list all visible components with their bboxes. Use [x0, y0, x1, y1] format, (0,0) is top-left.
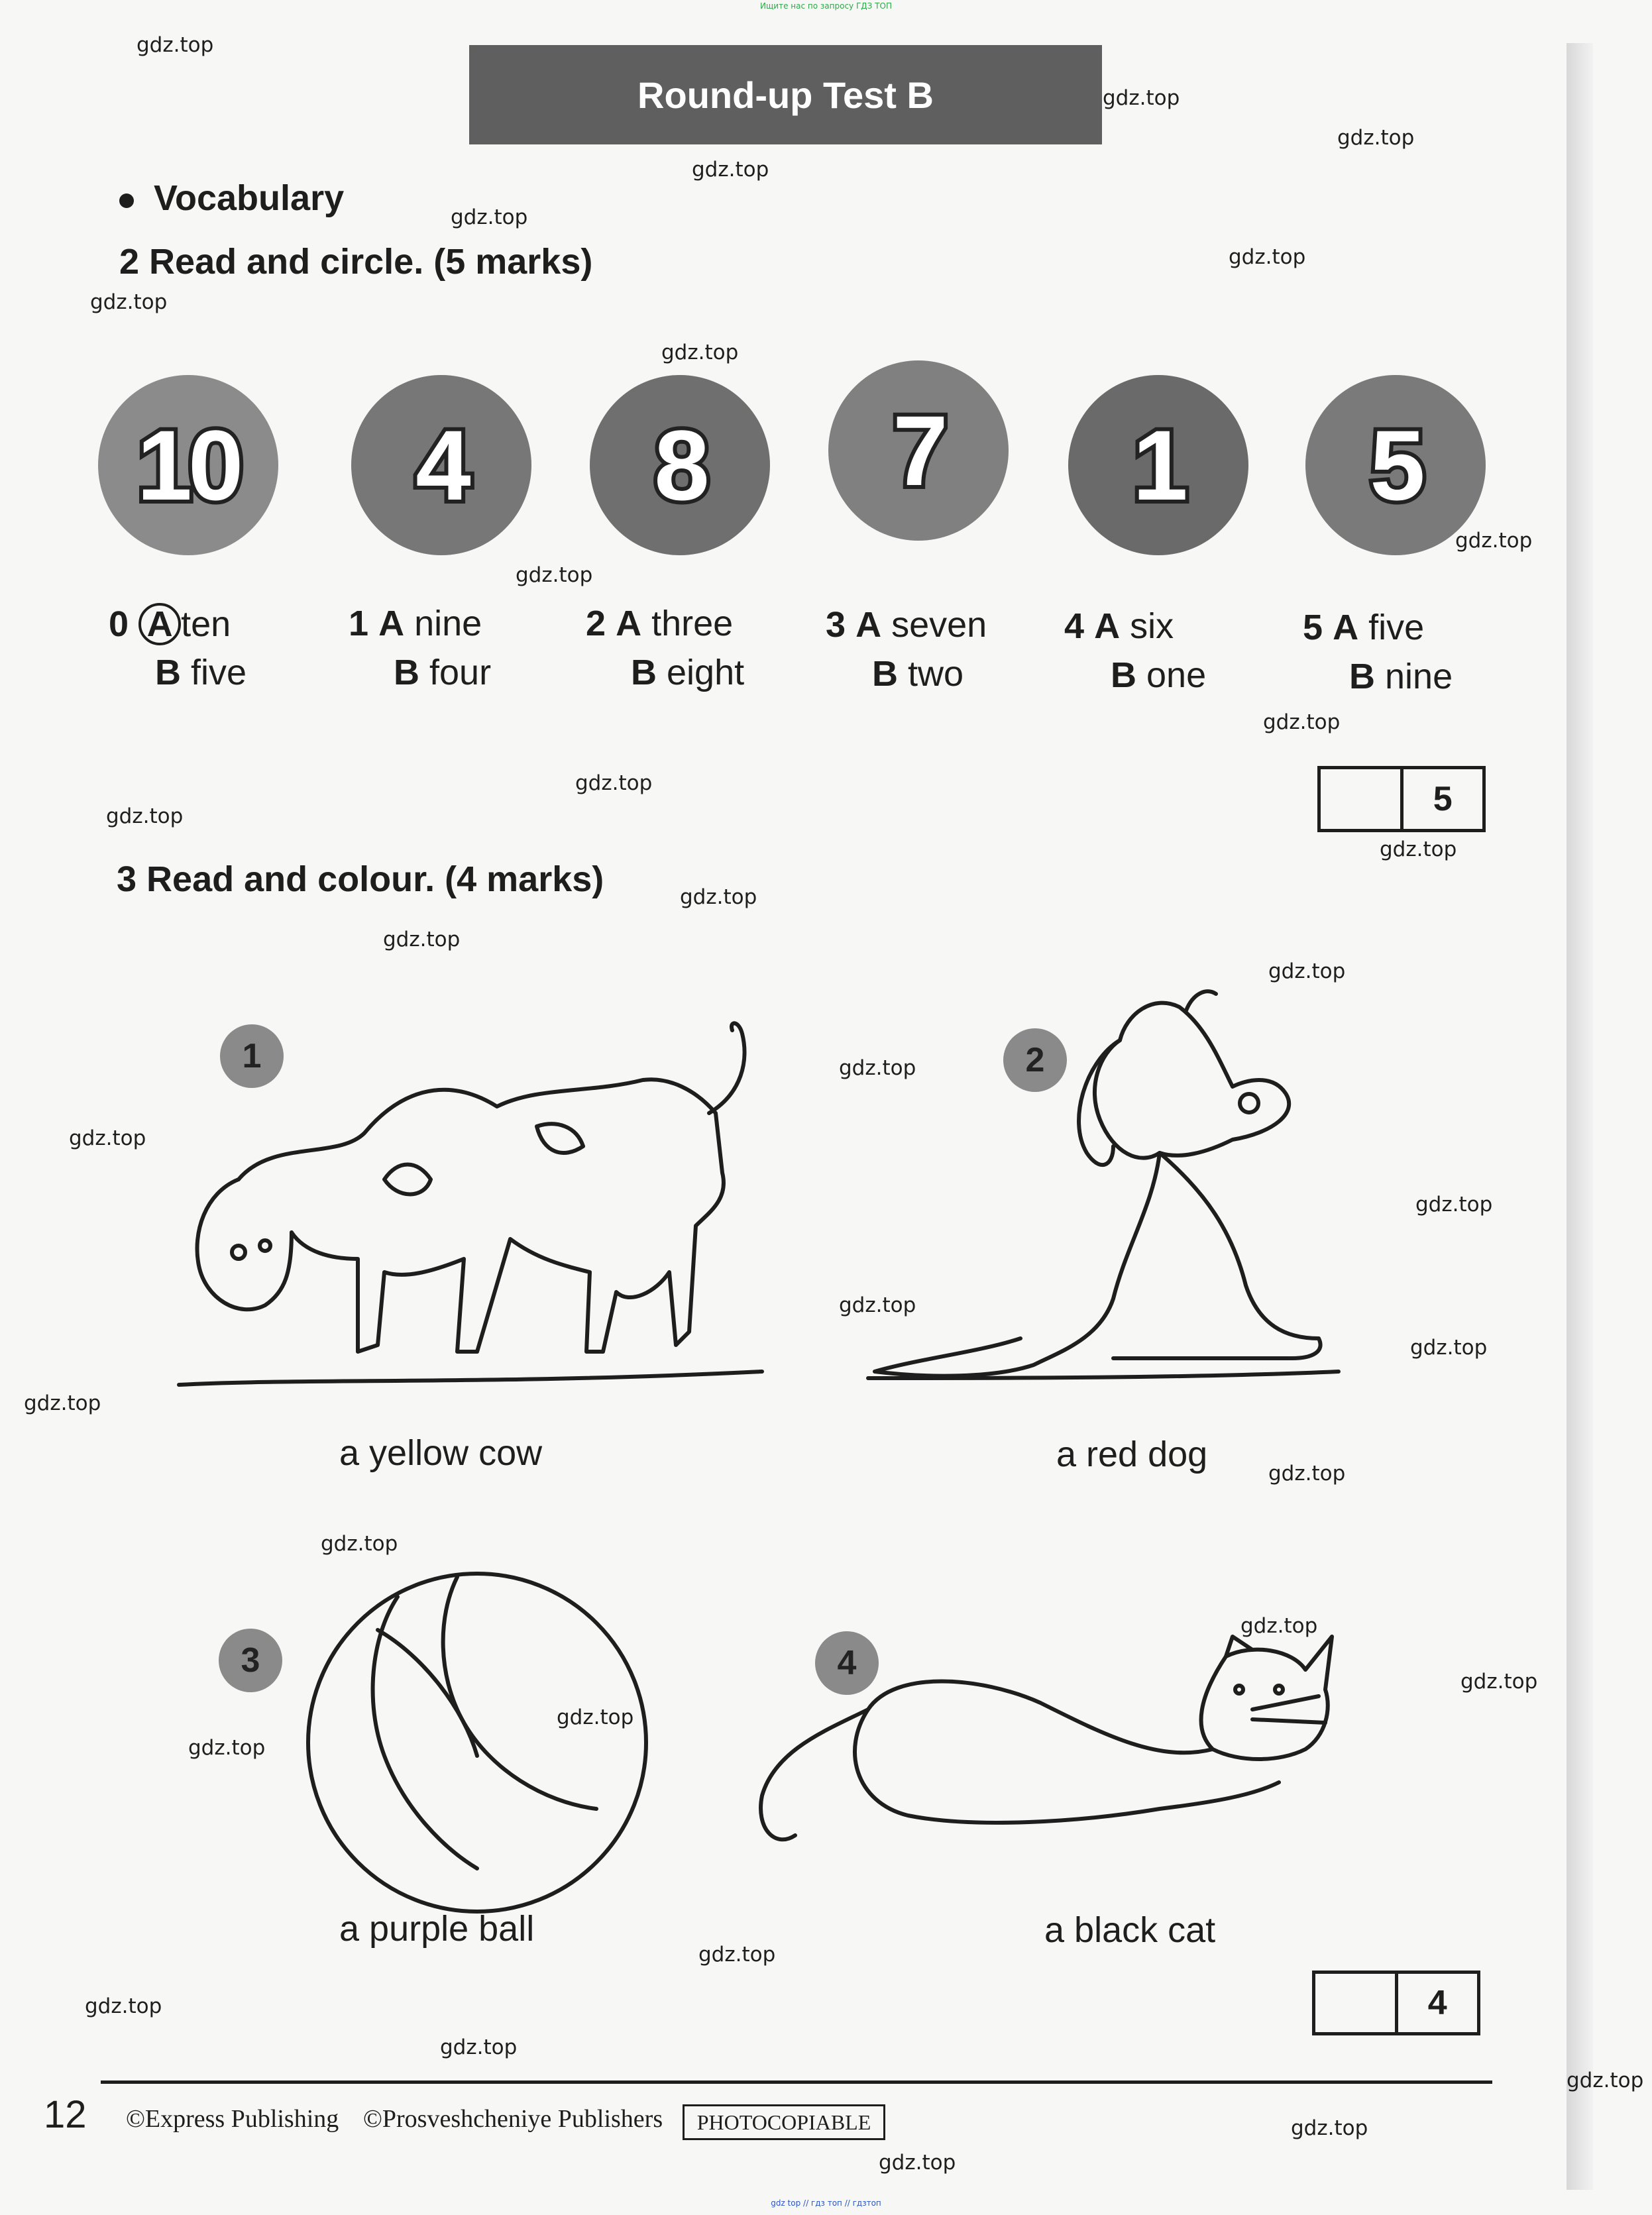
task3-heading: 3 Read and colour. (4 marks) [117, 859, 604, 899]
picture-badge-1: 1 [220, 1024, 284, 1088]
watermark: gdz.top [1268, 959, 1346, 983]
watermark: gdz.top [839, 1293, 916, 1317]
number-circle-4: 7 [828, 360, 1009, 541]
score-max: 5 [1433, 780, 1453, 818]
watermark: gdz.top [1567, 2069, 1644, 2092]
watermark: gdz.top [383, 928, 461, 951]
watermark: gdz.top [1380, 837, 1457, 861]
publisher-2: ©Prosveshcheniye Publishers [363, 2105, 663, 2133]
publisher-1: ©Express Publishing [126, 2105, 339, 2133]
page-number: 12 [44, 2093, 87, 2136]
watermark: gdz.top [557, 1705, 634, 1729]
option-2-a[interactable]: 2 A three [586, 604, 734, 643]
bullet-icon [119, 193, 134, 208]
watermark: gdz.top [1240, 1614, 1318, 1638]
score-box-task3[interactable] [1312, 1971, 1480, 2035]
photocopiable-label: PHOTOCOPIABLE [683, 2104, 885, 2140]
option-2-b[interactable]: B eight [631, 653, 745, 692]
task2-heading: 2 Read and circle. (5 marks) [119, 242, 593, 282]
ball-drawing-icon[interactable] [292, 1557, 663, 1928]
watermark: gdz.top [1229, 245, 1306, 269]
option-1-b[interactable]: B four [394, 653, 492, 692]
watermark: gdz.top [321, 1532, 398, 1556]
watermark: gdz.top [1263, 710, 1341, 734]
option-5-b[interactable]: B nine [1349, 657, 1453, 696]
picture-badge-4: 4 [815, 1631, 879, 1695]
number-circle-3: 8 [590, 375, 770, 555]
option-5-a[interactable]: 5 A five [1303, 608, 1425, 647]
option-0-b[interactable]: B five [155, 653, 247, 692]
cow-drawing-icon[interactable] [166, 961, 802, 1425]
watermark: gdz.top [1291, 2116, 1368, 2140]
watermark: gdz.top [1410, 1336, 1488, 1360]
score-max: 4 [1427, 1984, 1447, 2022]
option-4-b[interactable]: B one [1111, 655, 1207, 695]
watermark: gdz.top [440, 2035, 518, 2059]
watermark: gdz.top [516, 563, 593, 587]
watermark: gdz.top [1415, 1193, 1493, 1216]
watermark: gdz.top [1455, 529, 1533, 553]
watermark: gdz.top [692, 158, 769, 182]
picture-badge-2: 2 [1003, 1028, 1067, 1092]
number-circle-1: 10 [98, 375, 278, 555]
caption-1: a yellow cow [339, 1433, 543, 1473]
option-0-a[interactable]: 0 A ten [109, 604, 231, 644]
watermark: gdz.top [575, 771, 653, 795]
cat-drawing-icon[interactable] [749, 1630, 1385, 1921]
watermark: gdz.top [1337, 126, 1415, 150]
watermark: gdz.top [879, 2151, 956, 2175]
option-3-b[interactable]: B two [872, 654, 964, 694]
watermark: gdz.top [661, 341, 739, 364]
caption-3: a purple ball [339, 1909, 535, 1949]
watermark: gdz.top [106, 804, 184, 828]
caption-4: a black cat [1044, 1910, 1216, 1950]
caption-2: a red dog [1056, 1434, 1208, 1474]
option-3-a[interactable]: 3 A seven [826, 605, 987, 645]
number-circle-6: 5 [1305, 375, 1486, 555]
option-1-a[interactable]: 1 A nine [349, 604, 482, 643]
watermark: gdz.top [680, 885, 757, 909]
footer-divider [101, 2080, 1492, 2084]
dog-drawing-icon[interactable] [861, 954, 1365, 1418]
circled-answer-icon: A [138, 603, 181, 645]
watermark: gdz.top [137, 33, 214, 57]
watermark: gdz.top [1268, 1462, 1346, 1486]
watermark: gdz.top [1103, 86, 1180, 110]
watermark: gdz.top [24, 1391, 101, 1415]
number-circle-5: 1 [1068, 375, 1248, 555]
score-box-task2[interactable] [1317, 766, 1486, 832]
picture-badge-3: 3 [219, 1629, 282, 1692]
number-circle-2: 4 [351, 375, 531, 555]
watermark: gdz.top [839, 1056, 916, 1080]
watermark: gdz.top [85, 1994, 162, 2018]
watermark: gdz.top [698, 1943, 776, 1967]
page-title: Round-up Test B [469, 45, 1102, 144]
page-edge-shadow [1567, 43, 1593, 2190]
watermark: gdz.top [188, 1736, 266, 1760]
watermark: gdz.top [90, 290, 168, 314]
section-heading: Vocabulary [119, 178, 344, 219]
watermark: gdz.top [451, 205, 528, 229]
option-4-a[interactable]: 4 A six [1064, 606, 1174, 646]
score-input[interactable] [1321, 769, 1404, 829]
watermark: gdz.top [1460, 1670, 1538, 1694]
score-input[interactable] [1315, 1974, 1398, 2032]
top-note: Ищите нас по запросу ГДЗ ТОП [760, 1, 892, 11]
bottom-note: gdz top // гдз топ // гдзтоп [771, 2198, 881, 2208]
watermark: gdz.top [69, 1126, 146, 1150]
